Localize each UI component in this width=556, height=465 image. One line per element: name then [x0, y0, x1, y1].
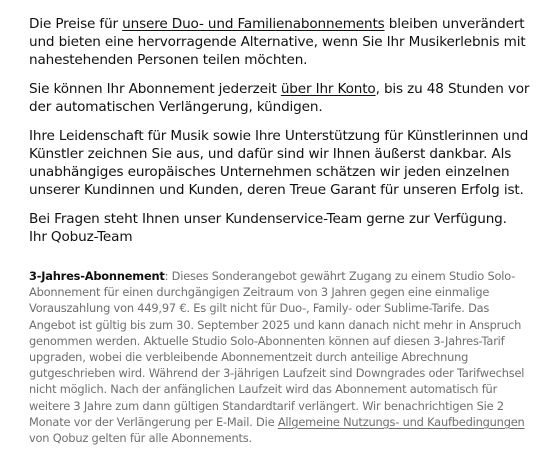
- paragraph-text: Die Preise für: [29, 16, 123, 32]
- signature: Ihr Qobuz-Team: [29, 229, 133, 245]
- fine-print-heading: 3-Jahres-Abonnement: [29, 269, 165, 283]
- account-link[interactable]: über Ihr Konto: [280, 81, 376, 97]
- duo-family-plans-link[interactable]: unsere Duo- und Familienabonnements: [122, 16, 385, 32]
- paragraph-thanks: Ihre Leidenschaft für Musik sowie Ihre Unterstützung für Künstlerinnen und Künstler zeichnen Sie aus, und dafür sind wir Ihnen äußerst dankbar. Als unabhängiges europäisches Unternehmen schätzen wir jeden einzelnen unserer Kundinnen und Kunden, deren Treue Garant für unseren Erfolg ist.: [29, 128, 529, 198]
- paragraph-text: Sie können Ihr Abonnement jederzeit: [29, 81, 281, 97]
- fine-print-text: von Qobuz gelten für alle Abonnements.: [29, 431, 252, 446]
- paragraph-family-plans: [29, 15, 531, 69]
- fine-print: [29, 268, 531, 446]
- terms-link[interactable]: Allgemeine Nutzungs- und Kaufbedingungen: [277, 414, 525, 429]
- paragraph-signoff: [29, 210, 531, 246]
- paragraph-text: , bis zu 48 Stunden vor der automatischen Verlängerung, kündigen.: [29, 81, 530, 115]
- support-line: Bei Fragen steht Ihnen unser Kundenservice-Team gerne zur Verfügung.: [29, 211, 507, 227]
- paragraph-text: bleiben unverändert und bieten eine hervorragende Alternative, wenn Sie Ihr Musikerlebnis mit nahestehenden Personen teilen möchten.: [29, 16, 526, 68]
- fine-print-text: : Dieses Sonderangebot gewährt Zugang zu einem Studio Solo-Abonnement für einen durchgängigen Zeitraum von 3 Jahren gegen eine einmalige Vorauszahlung von 449,97 €. Es gilt nicht für Duo-, Family- oder Sublime-Tarife. Das Angebot ist gültig bis zum 30. September 2025 und kann danach nicht mehr in Anspruch genommen werden. Aktuelle Studio Solo-Abonnenten können auf diesen 3-Jahres-Tarif upgraden, wobei die verbleibende Abonnementzeit durch anteilige Abrechnung gutgeschrieben wird. Während der 3-jährigen Laufzeit sind Downgrades oder Tarifwechsel nicht möglich. Nach der anfänglichen Laufzeit wird das Abonnement automatisch für weitere 3 Jahre zum dann gültigen Standardtarif verlängert. Wir benachrichtigen Sie 2 Monate vor der Verlängerung per E-Mail. Die: [29, 269, 525, 429]
- paragraph-cancellation: [29, 80, 531, 116]
